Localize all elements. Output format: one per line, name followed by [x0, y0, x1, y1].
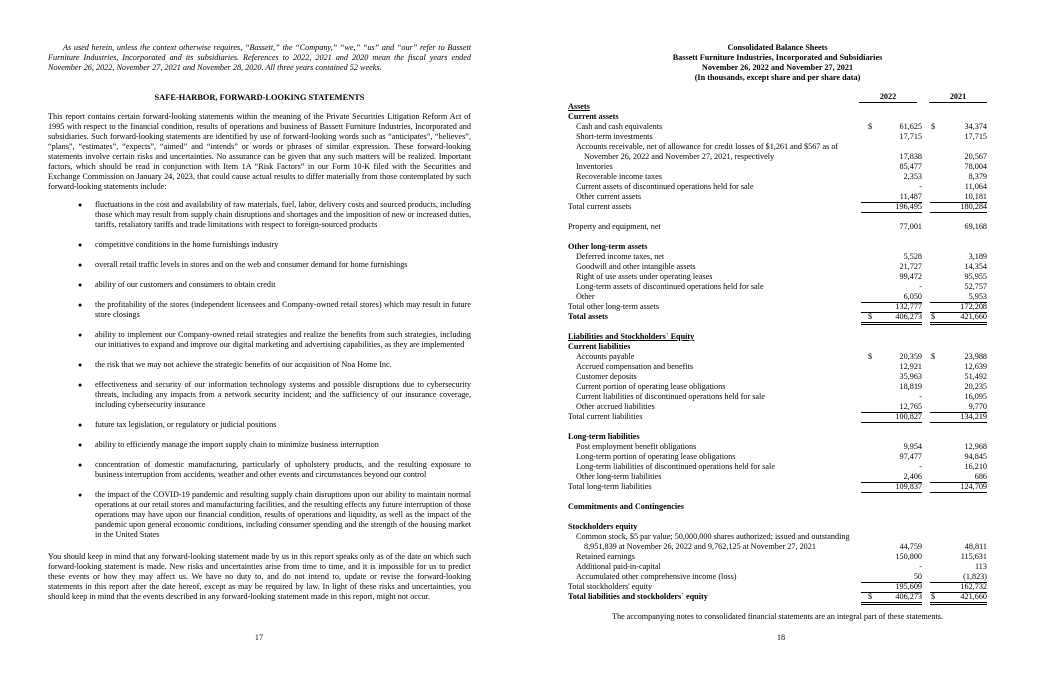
table-row [568, 372, 987, 382]
value-2022: 195,609 [895, 582, 922, 591]
value-2021: 52,757 [964, 282, 987, 291]
closing-paragraph: You should keep in mind that any forward-looking statement made by us in this report speaks only as of the date on which such forward-looking statement is made. New risks and uncertainties arise from time to time, and it is impossible for us to predict these events or how they may affect us. We have no duty to, and do not intend to, update or revise the forward-looking statements in this report after the date hereof, except as may be required by law. In light of these risks and uncertainties, you should keep in mind that the events described in any forward-looking statement made in this report, might not occur. [48, 552, 471, 601]
dollar-sign: $ [868, 592, 873, 601]
value-2022: 17,715 [899, 132, 922, 141]
list-item: ● ability of our customers and consumers to obtain credit [78, 280, 471, 290]
value-2022: 21,727 [899, 262, 922, 271]
rule-line [861, 602, 922, 605]
row-label: Accrued compensation and benefits [576, 362, 694, 371]
value-2022: 132,777 [895, 302, 922, 311]
row-label: Other long-term liabilities [576, 472, 662, 481]
value-2021: 95,955 [964, 272, 987, 281]
value-2022: 2,406 [903, 472, 922, 481]
table-row [568, 482, 987, 492]
row-label: Other [576, 292, 595, 301]
row-label: Deferred income taxes, net [576, 252, 665, 261]
value-2021: 115,631 [960, 552, 987, 561]
value-2021: 3,189 [968, 252, 987, 261]
statement-dates: November 26, 2022 and November 27, 2021 [701, 63, 854, 72]
dollar-sign: $ [931, 312, 936, 321]
table-row [568, 132, 987, 142]
dollar-sign: $ [931, 352, 936, 361]
table-row [568, 122, 987, 132]
table-row [568, 242, 987, 252]
value-2021: 134,219 [960, 412, 987, 421]
table-row [568, 202, 987, 212]
row-spacer [568, 322, 987, 332]
value-2022: 35,963 [899, 372, 922, 381]
value-2022: 5,528 [903, 252, 922, 261]
row-label: Cash and cash equivalents [576, 122, 663, 131]
value-2022: 9,954 [903, 442, 922, 451]
value-2022: - [919, 562, 922, 571]
table-row [568, 562, 987, 572]
row-label: Current assets of discontinued operations held for sale [576, 182, 754, 191]
value-2021: 20,235 [964, 382, 987, 391]
forward-looking-paragraph: This report contains certain forward-looking statements within the meaning of the Private Securities Litigation Reform Act of 1995 with respect to the financial condition, results of operations and business of Bassett Furniture Industries, Incorporated and subsidiaries. Such forward-looking statements are identified by use of forward-looking words such as “anticipates”, “believes”, “plans”, “estimates”, “expects”, “aimed” and “intends” or words or phrases of similar expression. These forward-looking statements involve certain risks and uncertainties. No assurance can be given that any such matters will be realized. Important factors, which should be read in conjunction with Item 1A “Risk Factors” in our Form 10-K filed with the Securities and Exchange Commission on January 24, 2023, that could cause actual results to differ materially from those contemplated by such forward-looking statements include: [48, 112, 471, 191]
value-2021: 180,284 [960, 202, 987, 211]
table-row [568, 542, 987, 552]
list-item: ● competitive conditions in the home furnishings industry [78, 240, 471, 250]
table-row [568, 532, 987, 542]
table-row [568, 172, 987, 182]
row-label: Recoverable income taxes [576, 172, 662, 181]
row-label: Accumulated other comprehensive income (loss) [576, 572, 737, 581]
table-row [568, 352, 987, 362]
row-label: Stockholders equity [568, 522, 638, 531]
row-spacer [568, 492, 987, 502]
value-2021: 78,004 [964, 162, 987, 171]
value-2021: 421,660 [960, 312, 987, 321]
dollar-sign: $ [868, 122, 873, 131]
table-row [568, 192, 987, 202]
row-label: 8,951,839 at November 26, 2022 and 9,762,125 at November 27, 2021 [584, 542, 816, 551]
value-2021: 421,660 [960, 592, 987, 601]
value-2022: - [919, 182, 922, 191]
value-2022: 44,759 [899, 542, 922, 551]
row-label: Liabilities and Stockholders` Equity [568, 332, 695, 341]
table-row [568, 262, 987, 272]
value-2021: 14,354 [964, 262, 987, 271]
value-2022: 12,765 [899, 402, 922, 411]
dollar-sign: $ [931, 122, 936, 131]
row-spacer [568, 212, 987, 222]
value-2021: 16,210 [964, 462, 987, 471]
company-name: Bassett Furniture Industries, Incorporated and Subsidiaries [672, 53, 883, 62]
row-label: Other current assets [576, 192, 642, 201]
dollar-sign: $ [868, 352, 873, 361]
list-item: ● overall retail traffic levels in stores and on the web and consumer demand for home furnishings [78, 260, 471, 270]
list-item: ● the impact of the COVID-19 pandemic and resulting supply chain disruptions upon our ability to maintain normal operations at our retail stores and manufacturing facilities, and the resulting effects any future interruption of those operations may have upon our financial condition, results of operations and liquidity, as well as the impact of the pandemic upon general economic conditions, including consumer spending and the strength of the housing market in the United States [78, 490, 471, 540]
value-2021: 113 [975, 562, 987, 571]
value-2022: 109,837 [895, 482, 922, 491]
row-label: Commitments and Contingencies [568, 502, 684, 511]
value-2022: 406,273 [895, 592, 922, 601]
value-2021: 124,709 [960, 482, 987, 491]
table-row [568, 442, 987, 452]
table-row [568, 182, 987, 192]
row-label: Goodwill and other intangible assets [576, 262, 696, 271]
list-item: ● fluctuations in the cost and availability of raw materials, fuel, labor, delivery costs and sourced products, including those which may result from supply chain disruptions and shortages and the imposition of new or increased duties, tariffs, retaliatory tariffs and trade limitations with respect to foreign-sourced products [78, 200, 471, 230]
dollar-sign: $ [868, 312, 873, 321]
table-row [568, 502, 987, 512]
table-row [568, 452, 987, 462]
table-row [568, 142, 987, 152]
row-label: Inventories [576, 162, 613, 171]
row-label: Total liabilities and stockholders` equity [568, 592, 708, 601]
dollar-sign: $ [931, 592, 936, 601]
row-label: Long-term liabilities of discontinued operations held for sale [576, 462, 775, 471]
value-2022: - [919, 462, 922, 471]
list-item: ● effectiveness and security of our information technology systems and possible disruptions due to cybersecurity threats, including any impacts from a network security incident; and the sufficiency of our insurance coverage, including cybersecurity insurance [78, 380, 471, 410]
table-row [568, 402, 987, 412]
value-2022: 11,487 [899, 192, 922, 201]
page-number: 18 [776, 633, 786, 642]
table-row [568, 302, 987, 312]
balance-sheet-table [568, 102, 987, 602]
intro-paragraph: As used herein, unless the context otherwise requires, “Bassett,” the “Company,” “we,” “us” and “our” refer to Bassett Furniture Industries, Incorporated and its subsidiaries. References to 2022, 2021 and 2020 mean the fiscal years ended November 26, 2022, November 27, 2021 and November 28, 2020. All three years contained 52 weeks. [48, 43, 471, 72]
value-2022: 99,472 [899, 272, 922, 281]
value-2021: 12,639 [964, 362, 987, 371]
list-item: ● the profitability of the stores (independent licensees and Company-owned retail stores) which may result in future store closings [78, 300, 471, 320]
value-2022: 85,477 [899, 162, 922, 171]
table-row [568, 312, 987, 322]
row-label: November 26, 2022 and November 27, 2021, respectively [584, 152, 775, 161]
row-label: Post employment benefit obligations [576, 442, 697, 451]
value-2021: 17,715 [964, 132, 987, 141]
table-row [568, 282, 987, 292]
value-2022: 50 [913, 572, 922, 581]
table-row [568, 152, 987, 162]
column-header-2021: 2021 [929, 92, 987, 103]
row-spacer [568, 422, 987, 432]
value-2022: 18,819 [899, 382, 922, 391]
table-row [568, 292, 987, 302]
row-label: Other long-term assets [568, 242, 648, 251]
row-label: Property and equipment, net [568, 222, 661, 231]
table-row [568, 362, 987, 372]
value-2021: 9,770 [968, 402, 987, 411]
column-header-2022: 2022 [859, 92, 917, 103]
row-label: Current assets [568, 112, 619, 121]
footnote: The accompanying notes to consolidated financial statements are an integral part of these statements. [611, 612, 944, 621]
row-spacer [568, 512, 987, 522]
value-2022: - [919, 392, 922, 401]
value-2021: 162,732 [960, 582, 987, 591]
value-2021: 23,988 [964, 352, 987, 361]
row-label: Total stockholders' equity [568, 582, 653, 591]
table-row [568, 102, 987, 112]
row-label: Other accrued liabilities [576, 402, 655, 411]
value-2022: 61,625 [899, 122, 922, 131]
statement-units: (In thousands, except share and per share data) [694, 73, 861, 82]
row-label: Long-term assets of discontinued operations held for sale [576, 282, 764, 291]
table-row [568, 272, 987, 282]
statement-header [568, 43, 987, 83]
value-2022: 77,001 [899, 222, 922, 231]
value-2021: 48,811 [964, 542, 987, 551]
table-row [568, 552, 987, 562]
value-2022: - [919, 282, 922, 291]
value-2022: 406,273 [895, 312, 922, 321]
rule-line [930, 602, 987, 605]
table-row [568, 332, 987, 342]
row-label: Short-term investments [576, 132, 653, 141]
value-2021: 20,567 [964, 152, 987, 161]
value-2022: 17,838 [899, 152, 922, 161]
row-label: Total assets [568, 312, 608, 321]
row-spacer [568, 232, 987, 242]
list-item: ● ability to efficiently manage the import supply chain to minimize business interruption [78, 440, 471, 450]
row-label: Current portion of operating lease obligations [576, 382, 726, 391]
value-2021: 172,208 [960, 302, 987, 311]
row-label: Accounts payable [576, 352, 635, 361]
table-row [568, 112, 987, 122]
table-row [568, 162, 987, 172]
row-label: Total current liabilities [568, 412, 643, 421]
row-label: Current liabilities [568, 342, 631, 351]
value-2021: (1,823) [963, 572, 987, 581]
list-item: ● concentration of domestic manufacturing, particularly of upholstery products, and the resulting exposure to business interruption from accidents, weather and other events and circumstances beyond our control [78, 460, 471, 480]
row-label: Common stock, $5 par value; 50,000,000 shares authorized; issued and outstanding [576, 532, 850, 541]
value-2021: 5,953 [968, 292, 987, 301]
value-2021: 51,492 [964, 372, 987, 381]
row-label: Customer deposits [576, 372, 637, 381]
row-label: Right of use assets under operating leases [576, 272, 713, 281]
row-label: Additional paid-in-capital [576, 562, 661, 571]
value-2021: 94,845 [964, 452, 987, 461]
row-label: Total long-term liabilities [568, 482, 652, 491]
value-2021: 12,968 [964, 442, 987, 451]
list-item: ● ability to implement our Company-owned retail strategies and realize the benefits from such strategies, including our initiatives to expand and improve our digital marketing and advertising capabilities, as they are implemented [78, 330, 471, 350]
table-row [568, 252, 987, 262]
value-2022: 150,800 [895, 552, 922, 561]
table-row [568, 462, 987, 472]
row-label: Total other long-term assets [568, 302, 660, 311]
table-row [568, 432, 987, 442]
table-row [568, 572, 987, 582]
value-2022: 2,353 [903, 172, 922, 181]
list-item: ● future tax legislation, or regulatory or judicial positions [78, 420, 471, 430]
table-row [568, 582, 987, 592]
table-row [568, 592, 987, 602]
table-row [568, 522, 987, 532]
list-item: ● the risk that we may not achieve the strategic benefits of our acquisition of Noa Home Inc. [78, 360, 471, 370]
value-2022: 20,359 [899, 352, 922, 361]
table-row [568, 382, 987, 392]
table-row [568, 342, 987, 352]
value-2021: 8,379 [968, 172, 987, 181]
row-label: Retained earnings [576, 552, 635, 561]
value-2022: 97,477 [899, 452, 922, 461]
table-row [568, 472, 987, 482]
section-heading: SAFE-HARBOR, FORWARD-LOOKING STATEMENTS [154, 93, 365, 102]
statement-title: Consolidated Balance Sheets [727, 43, 828, 52]
value-2022: 6,050 [903, 292, 922, 301]
table-row [568, 392, 987, 402]
value-2021: 69,168 [964, 222, 987, 231]
value-2022: 12,921 [899, 362, 922, 371]
page-number: 17 [254, 633, 264, 642]
row-label: Total current assets [568, 202, 632, 211]
row-label: Long-term portion of operating lease obligations [576, 452, 736, 461]
value-2021: 11,064 [964, 182, 987, 191]
value-2021: 16,095 [964, 392, 987, 401]
row-label: Assets [568, 102, 590, 111]
table-row [568, 412, 987, 422]
table-row [568, 222, 987, 232]
value-2022: 100,827 [895, 412, 922, 421]
row-label: Accounts receivable, net of allowance for credit losses of $1,261 and $567 as of [576, 142, 839, 151]
value-2021: 686 [974, 472, 987, 481]
risk-factor-list [78, 200, 471, 550]
value-2021: 10,181 [964, 192, 987, 201]
value-2022: 196,495 [895, 202, 922, 211]
row-label: Current liabilities of discontinued operations held for sale [576, 392, 765, 401]
row-label: Long-term liabilities [568, 432, 640, 441]
value-2021: 34,374 [964, 122, 987, 131]
